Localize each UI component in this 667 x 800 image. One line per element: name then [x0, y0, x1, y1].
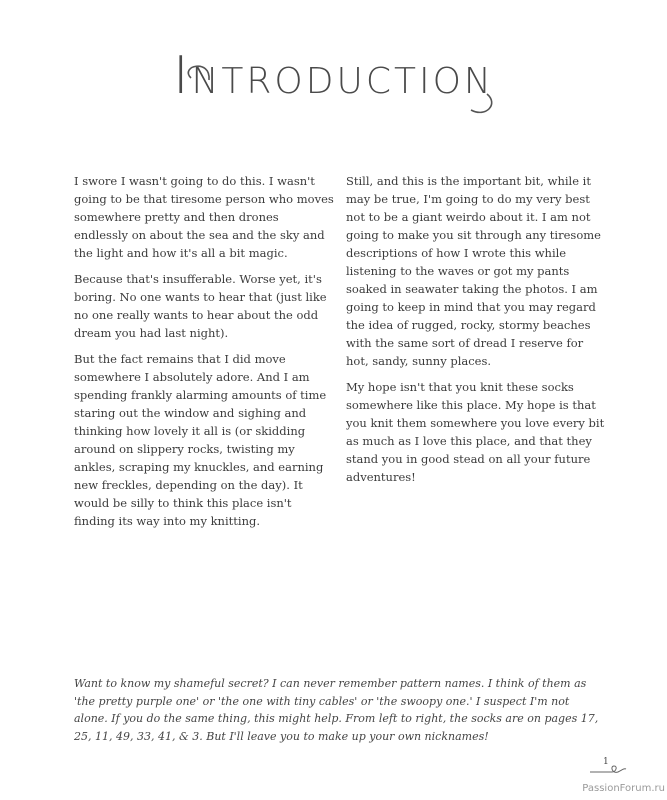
body-paragraph: I swore I wasn't going to do this. I wasn't going to be that tiresome person who moves somewhere pretty and then drones endlessly on about the sea and the sky and the light and how it's all a bit magic.: [74, 174, 334, 260]
flourish-icon: [588, 762, 628, 776]
right-column: [346, 172, 608, 494]
body-paragraph: Because that's insufferable. Worse yet, it's boring. No one wants to hear that (just like no one really wants to hear about the odd dream you had last night).: [74, 272, 327, 340]
footnote-italic: Want to know my shameful secret? I can never remember pattern names. I think of them as 'the pretty purple one' or 'the one with tiny cables' or 'the swoopy one.' I suspect I'm not alone. If you do the same thing, this might help. From left to right, the socks are on pages 17, 25, 11, 49, 33, 41, & 3. But I'll leave you to make up your own nicknames!: [74, 677, 599, 743]
page-number: 1: [603, 757, 609, 767]
title-swash-ornament: [181, 60, 501, 120]
watermark-text: PassionForum.ru: [582, 783, 665, 794]
left-column: [74, 172, 336, 538]
body-paragraph: Still, and this is the important bit, while it may be true, I'm going to do my very best not to be a giant weirdo about it. I am not going to make you sit through any tiresome descriptions of how I wrote this while listening to the waves or got my pants soaked in seawater taking the photos. I am going to keep in mind that you may regard the idea of rugged, rocky, stormy beaches with the same sort of dread I reserve for hot, sandy, sunny places.: [346, 174, 601, 368]
page-title: Introduction: [173, 46, 494, 106]
body-paragraph: But the fact remains that I did move somewhere I absolutely adore. And I am spending frankly alarming amounts of time staring out the window and sighing and thinking how lovely it all is (or skidding around on slippery rocks, twisting my ankles, scraping my knuckles, and earning new freckles, depending on the day). It would be silly to think this place isn't finding its way into my knitting.: [74, 352, 327, 528]
body-paragraph: My hope isn't that you knit these socks somewhere like this place. My hope is that you knit them somewhere you love every bit as much as I love this place, and that they stand you in good stead on all your future adventures!: [346, 380, 605, 484]
